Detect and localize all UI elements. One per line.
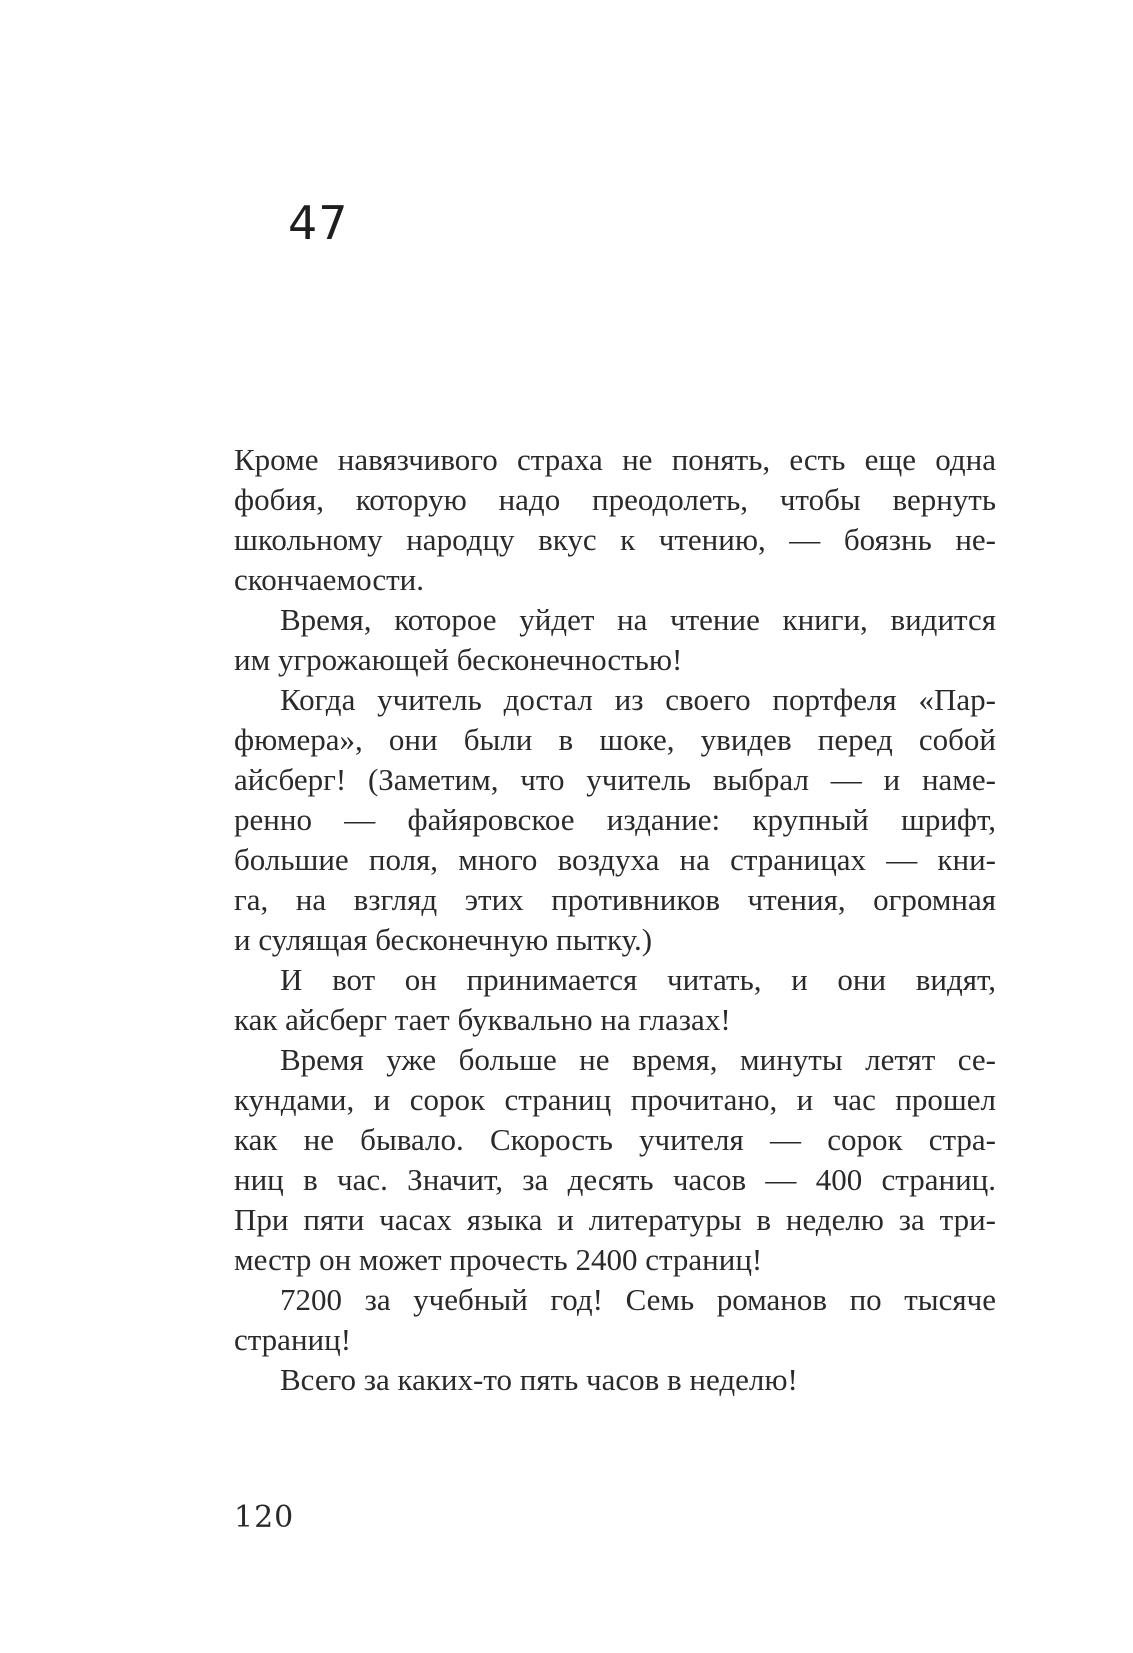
paragraph bbox=[234, 680, 996, 960]
text-line: школьному народцу вкус к чтению, — боязнь не- bbox=[234, 522, 996, 557]
text-line: местр он может прочесть 2400 страниц! bbox=[234, 1242, 763, 1277]
text-line: страниц! bbox=[234, 1322, 352, 1357]
text-line: 7200 за учебный год! Семь романов по тысяче bbox=[280, 1282, 996, 1317]
text-line: как не бывало. Скорость учителя — сорок стра- bbox=[234, 1122, 996, 1157]
text-line: га, на взгляд этих противников чтения, огромная bbox=[234, 882, 996, 917]
text-line: ниц в час. Значит, за десять часов — 400 страниц. bbox=[234, 1162, 996, 1197]
text-line: Время уже больше не время, минуты летят се- bbox=[280, 1042, 996, 1077]
text-line: ренно — файяровское издание: крупный шрифт, bbox=[234, 802, 996, 837]
paragraph bbox=[234, 1280, 996, 1360]
text-line: Всего за каких-то пять часов в неделю! bbox=[280, 1362, 798, 1397]
text-line: При пяти часах языка и литературы в неделю за три- bbox=[234, 1202, 996, 1237]
paragraph bbox=[234, 1040, 996, 1280]
text-line: и сулящая бесконечную пытку.) bbox=[234, 922, 653, 957]
chapter-body bbox=[234, 440, 996, 1400]
text-line: Когда учитель достал из своего портфеля «Пар- bbox=[280, 682, 996, 717]
paragraph bbox=[234, 600, 996, 680]
chapter-number: 47 bbox=[288, 196, 349, 250]
text-line: Время, которое уйдет на чтение книги, видится bbox=[280, 602, 996, 637]
text-line: Кроме навязчивого страха не понять, есть еще одна bbox=[234, 442, 996, 477]
text-line: фобия, которую надо преодолеть, чтобы вернуть bbox=[234, 482, 996, 517]
text-line: как айсберг тает буквально на глазах! bbox=[234, 1002, 731, 1037]
paragraph bbox=[234, 960, 996, 1040]
paragraph bbox=[234, 1360, 996, 1400]
text-line: большие поля, много воздуха на страницах — кни- bbox=[234, 842, 996, 877]
paragraph bbox=[234, 440, 996, 600]
text-line: айсберг! (Заметим, что учитель выбрал — и наме- bbox=[234, 762, 996, 797]
text-line: фюмера», они были в шоке, увидев перед собой bbox=[234, 722, 996, 757]
page-number: 120 bbox=[234, 1500, 295, 1535]
text-line: им угрожающей бесконечностью! bbox=[234, 642, 683, 677]
text-line: скончаемости. bbox=[234, 562, 424, 597]
text-line: И вот он принимается читать, и они видят, bbox=[280, 962, 996, 997]
text-line: кундами, и сорок страниц прочитано, и час прошел bbox=[234, 1082, 996, 1117]
